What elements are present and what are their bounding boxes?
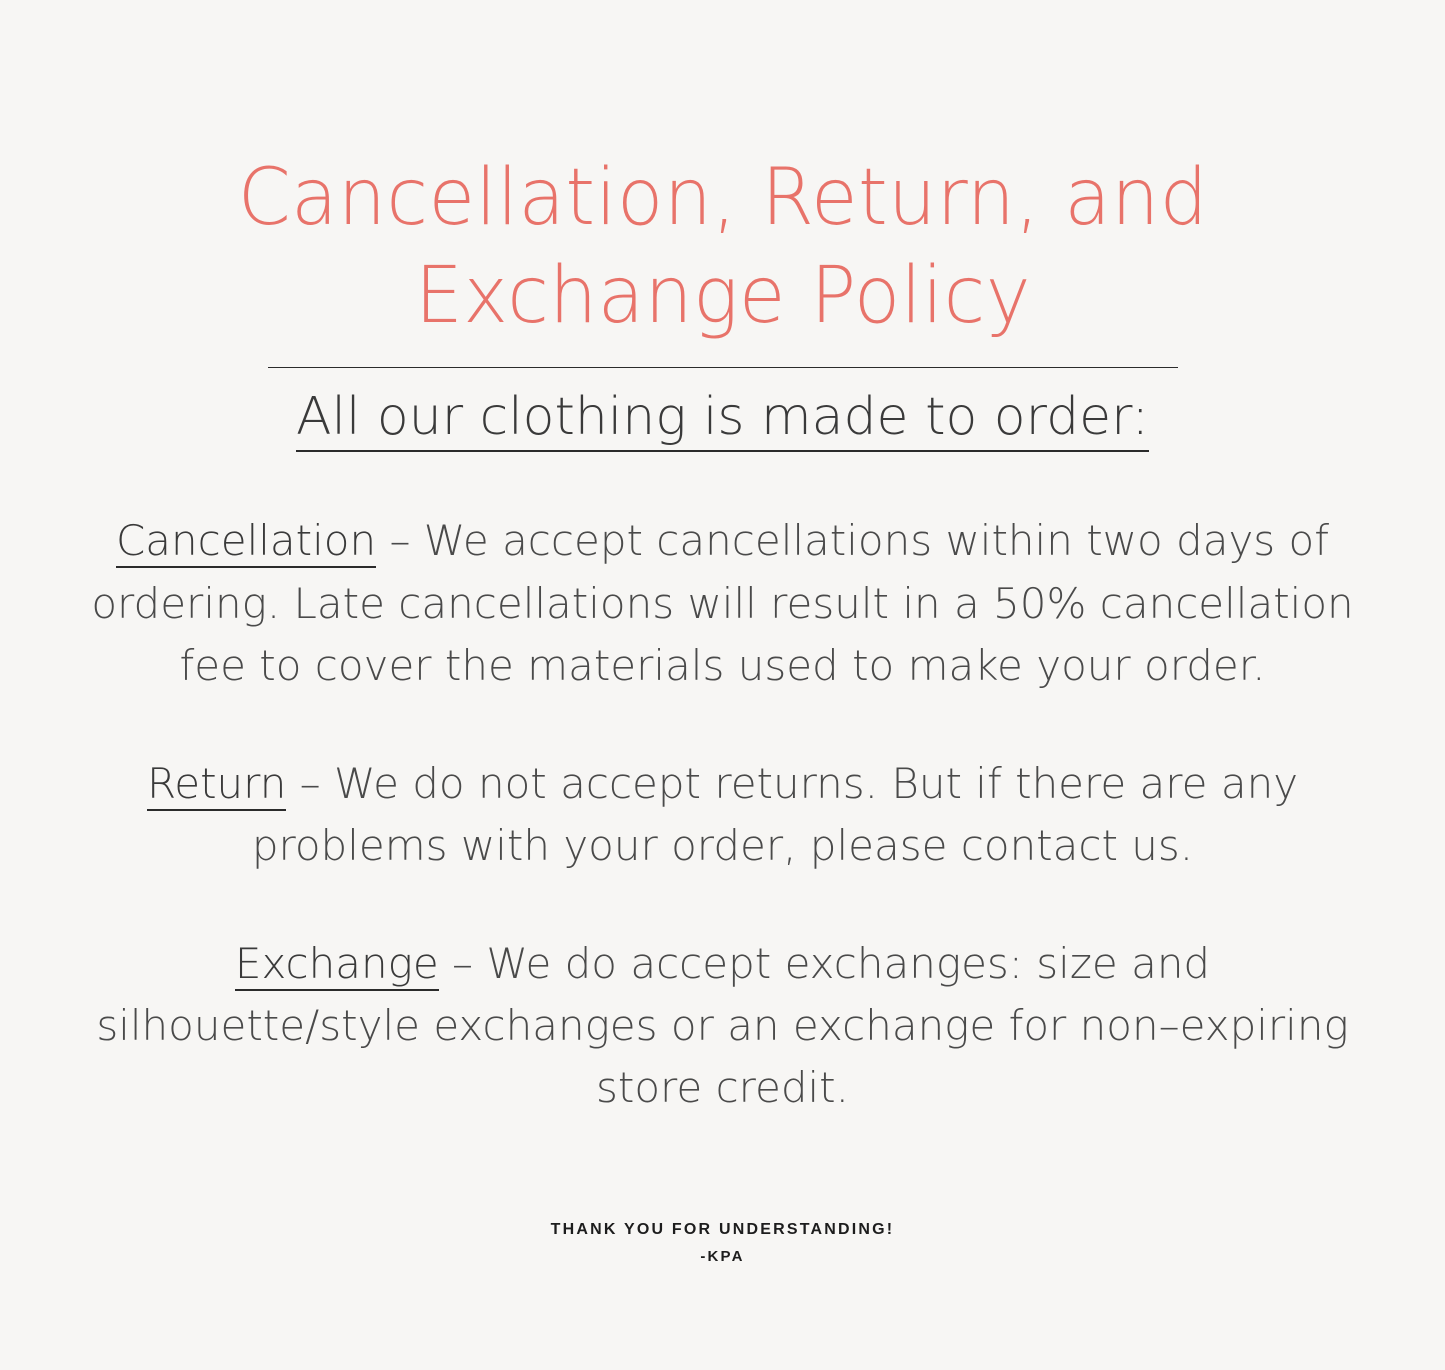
policy-section-exchange	[78, 933, 1368, 1119]
footer	[0, 1221, 1445, 1265]
policy-text-cancellation: – We accept cancellations within two days of ordering. Late cancellations will result in a 50% cancellation fee to cover the materials used to make your order.	[91, 516, 1354, 690]
footer-thank-you: THANK YOU FOR UNDERSTANDING!	[550, 1221, 895, 1238]
footer-signature: -KPA	[700, 1248, 745, 1265]
policy-section-return	[78, 753, 1368, 877]
policy-text-return: – We do not accept returns. But if there are any problems with your order, please contact us.	[251, 758, 1299, 871]
policy-text-exchange: – We do accept exchanges: size and silhouette/style exchanges or an exchange for non–expiring store credit.	[96, 939, 1349, 1113]
page-subtitle: All our clothing is made to order:	[296, 386, 1149, 452]
policy-term-cancellation: Cancellation	[116, 516, 376, 568]
title-block	[0, 0, 1445, 368]
policy-section-cancellation	[78, 510, 1368, 696]
subtitle-block	[0, 386, 1445, 452]
title-divider	[268, 367, 1178, 368]
policy-sections	[73, 452, 1373, 1119]
page-title: Cancellation, Return, and Exchange Policy	[237, 153, 1208, 341]
policy-term-exchange: Exchange	[235, 939, 439, 991]
policy-term-return: Return	[147, 759, 286, 811]
